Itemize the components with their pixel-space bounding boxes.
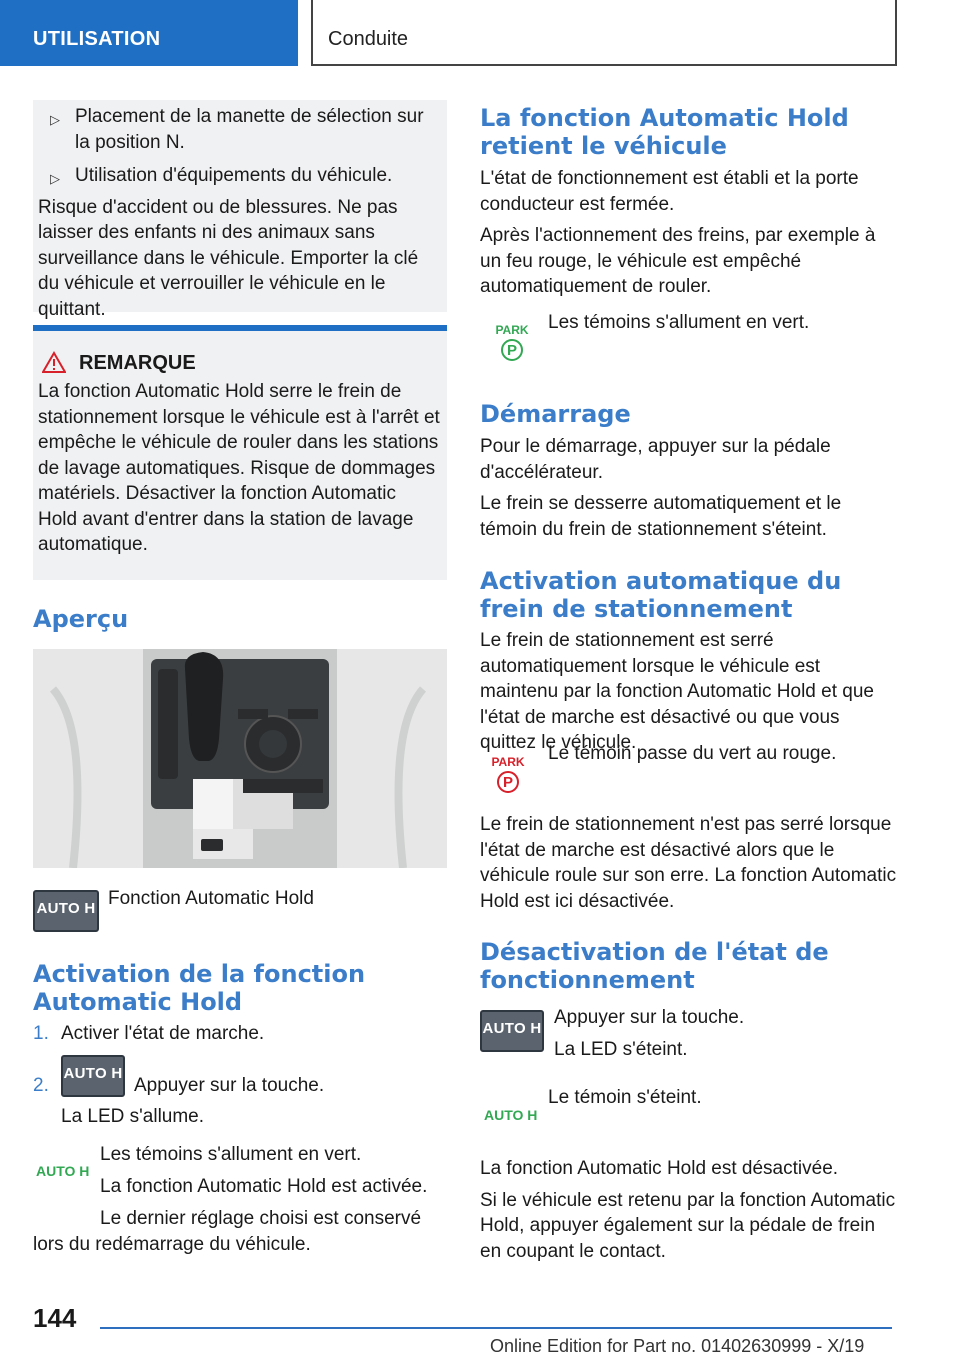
activation-heading-wrap bbox=[33, 960, 447, 1016]
overview-heading-wrap bbox=[33, 605, 128, 633]
bullet-item bbox=[38, 163, 440, 189]
auto-park-paragraph-2-wrap bbox=[480, 812, 898, 914]
auto-park-heading-wrap bbox=[480, 567, 900, 623]
hold-indicator-wrap bbox=[548, 310, 898, 336]
park-indicator-symbol: P bbox=[501, 339, 523, 361]
step-number: 1. bbox=[33, 1023, 49, 1044]
park-indicator-symbol: P bbox=[497, 771, 519, 793]
gear-selector-photo bbox=[33, 649, 447, 868]
note-header bbox=[38, 351, 440, 379]
step-item bbox=[33, 1021, 447, 1047]
auto-park-indicator-text: Le témoin passe du vert au rouge. bbox=[548, 743, 837, 764]
header-section-tab bbox=[0, 0, 298, 66]
park-indicator-label: PARK bbox=[491, 755, 525, 769]
footer-divider bbox=[100, 1327, 892, 1329]
triangle-bullet-icon: ▷ bbox=[50, 171, 60, 186]
bullet-text: Utilisation d'équipements du véhicule. bbox=[75, 165, 393, 186]
auto-h-button-icon bbox=[61, 1055, 125, 1097]
auto-h-green-indicator-icon bbox=[484, 1107, 537, 1125]
activation-heading: Activation de la fonction Automatic Hold bbox=[33, 960, 366, 1016]
warning-content bbox=[38, 104, 440, 322]
deact-paragraph: Si le véhicule est retenu par la fonction Automatic Hold, appuyer également sur la pédale de frein en coupant le contact. bbox=[480, 1189, 896, 1262]
deact-heading: Désactivation de l'état de fonctionnement bbox=[480, 938, 829, 994]
deact-indicator-wrap bbox=[548, 1085, 888, 1111]
page-number: 144 bbox=[33, 1303, 77, 1333]
step-number: 2. bbox=[33, 1075, 49, 1096]
header-subsection-tab bbox=[311, 0, 897, 66]
header-subsection-label: Conduite bbox=[328, 28, 409, 50]
led-on-wrap bbox=[61, 1104, 421, 1130]
note-text: La fonction Automatic Hold serre le frein de stationnement lorsque le véhicule est à l'arrêt et empêche le véhicule de rouler dans les stations de lavage automatiques. Risque de dommages matériels. Désactiver la fonction Automatic Hold avant d'entrer dans la station de lavage automatique. bbox=[38, 381, 440, 555]
auto-h-button-icon bbox=[480, 1010, 544, 1052]
indicators-green-text: Les témoins s'allument en vert. bbox=[100, 1144, 362, 1165]
auto-park-paragraph: Le frein de stationnement n'est pas serré lorsque l'état de marche est désactivé alors que le véhicule roule sur son erre. La fonction Automatic Hold est ici désactivée. bbox=[480, 814, 897, 912]
start-paragraph: Le frein se desserre automatiquement et le témoin du frein de stationnement s'éteint. bbox=[480, 493, 842, 540]
deact-press-wrap bbox=[554, 1005, 894, 1062]
bullet-text: Placement de la manette de sélection sur la position N. bbox=[75, 106, 424, 153]
overview-caption-wrap bbox=[108, 886, 438, 912]
note-content bbox=[38, 351, 440, 558]
park-indicator-label: PARK bbox=[495, 323, 529, 337]
bullet-item bbox=[38, 104, 440, 155]
auto-park-paragraph-wrap bbox=[480, 628, 898, 756]
deact-heading-wrap bbox=[480, 938, 900, 994]
auto-h-button-icon bbox=[33, 890, 99, 932]
deact-paragraph: La fonction Automatic Hold est désactivée. bbox=[480, 1158, 839, 1179]
deact-press-text: Appuyer sur la touche. bbox=[554, 1007, 745, 1028]
auto-h-button-label: AUTO H bbox=[482, 1020, 542, 1037]
hold-heading: La fonction Automatic Hold retient le véhicule bbox=[480, 104, 849, 160]
deact-paragraphs bbox=[480, 1156, 898, 1264]
deact-indicator-text: Le témoin s'éteint. bbox=[548, 1087, 702, 1108]
last-setting-text: Le dernier réglage choisi est conservé lors du redémarrage du véhicule. bbox=[33, 1208, 422, 1255]
last-setting-wrap bbox=[33, 1206, 447, 1257]
hold-indicator-text: Les témoins s'allument en vert. bbox=[548, 312, 810, 333]
note-title: REMARQUE bbox=[79, 352, 196, 374]
step-2-text-wrap bbox=[134, 1073, 434, 1099]
indicator-text-wrap bbox=[100, 1142, 440, 1199]
header-section-label: UTILISATION bbox=[33, 28, 161, 50]
triangle-bullet-icon: ▷ bbox=[50, 112, 60, 127]
step-text: Appuyer sur la touche. bbox=[134, 1075, 325, 1096]
overview-heading: Aperçu bbox=[33, 605, 129, 633]
auto-park-paragraph: Le frein de stationnement est serré automatiquement lorsque le véhicule est maintenu par la fonction Automatic Hold et que l'état de marche est désactivé ou que vous quittez le véhicule. bbox=[480, 630, 874, 753]
hold-heading-wrap bbox=[480, 104, 900, 160]
auto-h-button-label: AUTO H bbox=[36, 900, 96, 917]
warning-triangle-icon bbox=[42, 351, 66, 373]
hold-paragraph: L'état de fonctionnement est établi et la porte conducteur est fermée. bbox=[480, 168, 859, 215]
steps-list bbox=[33, 1021, 447, 1047]
auto-h-indicator-label: AUTO H bbox=[36, 1163, 90, 1179]
auto-park-indicator-wrap bbox=[548, 741, 898, 767]
auto-h-indicator-label: AUTO H bbox=[484, 1107, 538, 1123]
start-heading-wrap bbox=[480, 400, 631, 428]
start-paragraphs bbox=[480, 434, 898, 542]
footer-edition: Online Edition for Part no. 01402630999 - X/19 bbox=[490, 1336, 865, 1356]
start-heading: Démarrage bbox=[480, 400, 631, 428]
overview-caption: Fonction Automatic Hold bbox=[108, 888, 314, 909]
activated-text: La fonction Automatic Hold est activée. bbox=[100, 1175, 428, 1197]
hold-paragraphs bbox=[480, 166, 898, 300]
auto-h-button-label: AUTO H bbox=[63, 1065, 123, 1082]
park-green-indicator-icon bbox=[490, 324, 534, 361]
led-on-text: La LED s'allume. bbox=[61, 1106, 205, 1127]
park-red-indicator-icon bbox=[486, 756, 530, 793]
step-2-number-wrap bbox=[33, 1073, 53, 1099]
step-text: Activer l'état de marche. bbox=[61, 1023, 265, 1044]
start-paragraph: Pour le démarrage, appuyer sur la pédale d'accélérateur. bbox=[480, 436, 831, 483]
auto-h-green-indicator-icon bbox=[36, 1163, 89, 1181]
warning-text: Risque d'accident ou de blessures. Ne pas laisser des enfants ni des animaux sans surveillance dans le véhicule. Emporter la clé du véhicule et verrouiller le véhicule en le quittant. bbox=[38, 196, 419, 320]
hold-paragraph: Après l'actionnement des freins, par exemple à un feu rouge, le véhicule est empêché automatiquement de rouler. bbox=[480, 225, 876, 297]
deact-led-text: La LED s'éteint. bbox=[554, 1038, 688, 1060]
auto-park-heading: Activation automatique du frein de stationnement bbox=[480, 567, 842, 623]
